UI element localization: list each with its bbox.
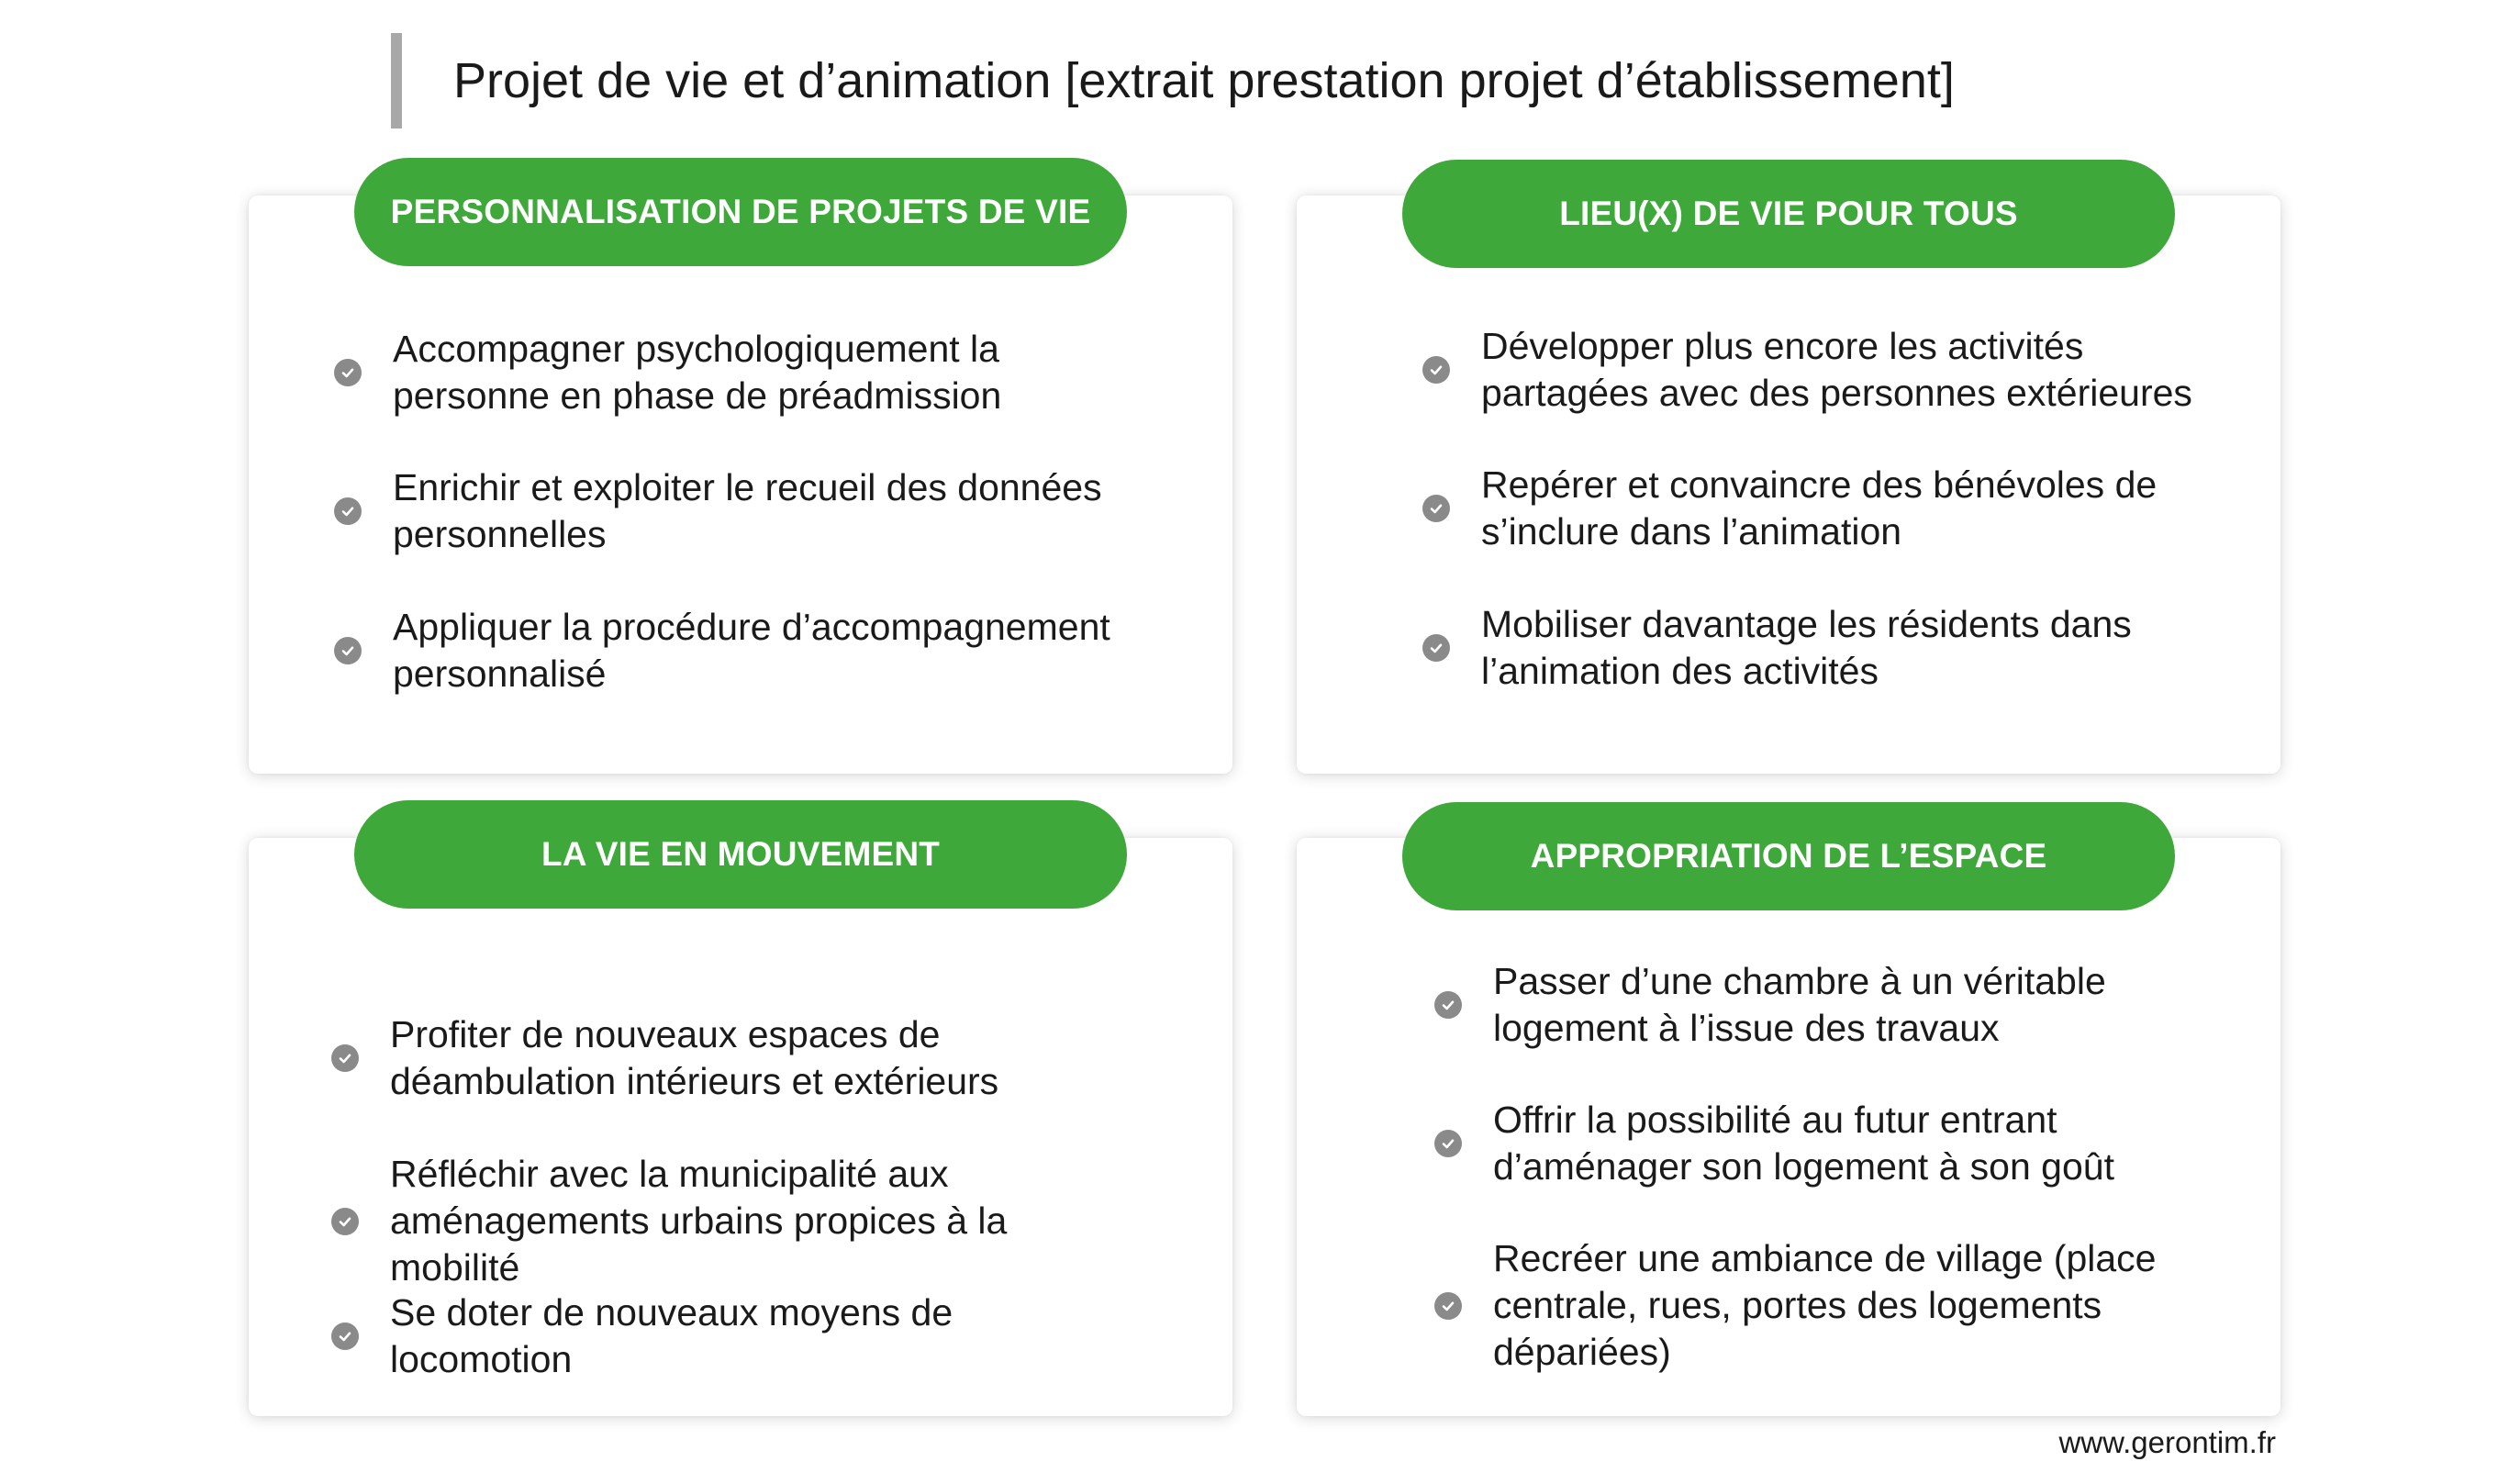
page-title: Projet de vie et d’animation [extrait prestation projet d’établissement] [453,53,1955,108]
list-item-text: Enrichir et exploiter le recueil des données personnelles [393,466,1102,555]
list-item [331,1289,1121,1383]
list-item-text: Recréer une ambiance de village (place centrale, rues, portes des logements dépariées) [1493,1237,2157,1373]
list-item-text: Offrir la possibilité au futur entrant d’aménager son logement à son goût [1493,1099,2114,1188]
list-item [1422,323,2212,417]
list-item-text: Développer plus encore les activités partagées avec des personnes extérieures [1481,325,2192,414]
card-title-personnalisation: PERSONNALISATION DE PROJETS DE VIE [354,158,1127,266]
check-circle-icon [331,1322,359,1350]
check-circle-icon [1422,356,1450,384]
list-item [1422,601,2212,695]
check-circle-icon [1434,991,1462,1019]
list-item [1434,1235,2224,1376]
list-item-text: Se doter de nouveaux moyens de locomotion [390,1291,953,1380]
list-item [1434,1097,2224,1190]
list-item-text: Repérer et convaincre des bénévoles de s’inclure dans l’animation [1481,463,2158,552]
card-title-appropriation-espace: APPROPRIATION DE L’ESPACE [1402,802,2175,910]
list-item-text: Appliquer la procédure d’accompagnement personnalisé [393,606,1110,695]
list-item [1422,462,2212,555]
check-circle-icon [1434,1130,1462,1157]
list-item-text: Passer d’une chambre à un véritable logement à l’issue des travaux [1493,960,2106,1049]
check-circle-icon [331,1208,359,1235]
list-item-text: Mobiliser davantage les résidents dans l’animation des activités [1481,603,2132,692]
list-item [1434,958,2224,1052]
list-item [331,1011,1121,1105]
list-item [334,464,1123,558]
check-circle-icon [334,637,362,664]
list-item-text: Profiter de nouveaux espaces de déambulation intérieurs et extérieurs [390,1013,999,1102]
list-item [334,604,1123,697]
list-item [331,1151,1121,1291]
title-accent-bar [391,33,402,128]
check-circle-icon [1422,634,1450,662]
card-title-vie-en-mouvement: LA VIE EN MOUVEMENT [354,800,1127,909]
list-item-text: Réfléchir avec la municipalité aux aménagements urbains propices à la mobilité [390,1153,1008,1289]
check-circle-icon [1434,1292,1462,1320]
check-circle-icon [334,497,362,525]
check-circle-icon [334,359,362,386]
check-circle-icon [1422,495,1450,522]
list-item-text: Accompagner psychologiquement la personne en phase de préadmission [393,328,1002,417]
website-link[interactable]: www.gerontim.fr [2058,1425,2276,1459]
list-item [334,326,1123,419]
card-title-lieux-de-vie: LIEU(X) DE VIE POUR TOUS [1402,160,2175,268]
check-circle-icon [331,1044,359,1072]
